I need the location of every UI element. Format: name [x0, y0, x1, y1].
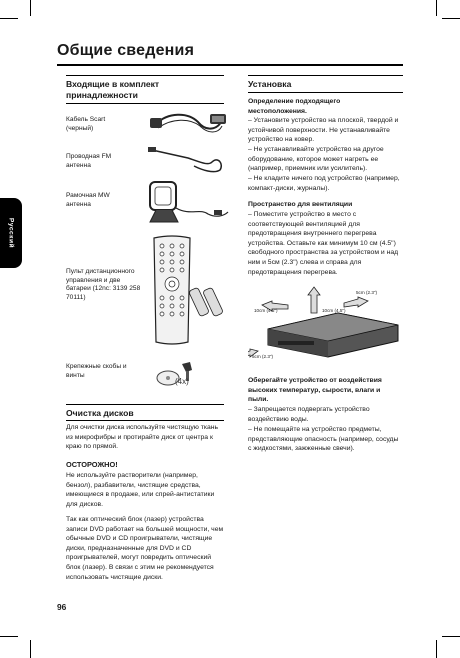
- ventilation-title: Пространство для вентиляции: [248, 201, 353, 208]
- clearance-left-label: 10cm (4.5"): [254, 308, 278, 313]
- item-fm-label: Проводная FM антенна: [66, 153, 112, 169]
- ventilation-text: – Поместите устройство в место с соответствующей вентиляцией для предотвращения внутреннего перегрева устройства. Оставьте как минимум 10 см (4.5") свободного пространства за устройством и над ним и 5см (2.3") слева и справа для предотвращения перегрева.: [248, 211, 399, 276]
- crop-mark: [442, 636, 460, 637]
- ventilation-drawing: [248, 283, 403, 365]
- protect-bullet-1: – Запрещается подвергать устройство воздействию воды.: [248, 406, 370, 423]
- laser-warning-text: Так как оптический блок (лазер) устройства записи DVD работает на большей мощности, чем обычные DVD и CD проигрыватели, чистящие диски, предназначенные для DVD и CD проигрывателей, могут повредить оптический блок (лазер). В связи с этим не рекомендуется использовать чистящие диски.: [66, 516, 224, 581]
- crop-mark: [0, 636, 18, 637]
- section-rule: [66, 75, 224, 76]
- crop-mark: [442, 18, 460, 19]
- ventilation-diagram: [248, 283, 403, 365]
- protect-bullet-2: – Не помещайте на устройство предметы, представляющие опасность (например, сосуды с жидкостями, зажженные свечи).: [248, 426, 399, 453]
- page-number: 96: [57, 602, 67, 612]
- clearance-center-label: 10cm (4.5"): [322, 308, 346, 313]
- contents-heading: Входящие в комплект принадлежности: [66, 79, 160, 100]
- section-rule: [248, 75, 403, 76]
- crop-mark: [0, 18, 18, 19]
- crop-mark: [436, 640, 437, 658]
- crop-mark: [30, 640, 31, 658]
- crop-mark: [30, 0, 31, 16]
- scart-cable-illustration: [148, 106, 228, 142]
- clearance-top-right-label: 5cm (2.3"): [356, 290, 378, 295]
- section-rule: [66, 404, 224, 405]
- mw-antenna-illustration: [144, 178, 230, 226]
- language-tab-label: Русский: [7, 217, 15, 249]
- crop-mark: [436, 0, 437, 16]
- installation-heading: Установка: [248, 79, 292, 89]
- cleaning-heading: Очистка дисков: [66, 408, 134, 418]
- protect-title: Оберегайте устройство от воздействия высоких температур, сырости, влаги и пыли.: [248, 377, 382, 404]
- placement-title: Определение подходящего местоположения.: [248, 98, 341, 115]
- item-brackets-label: Крепежные скобы и винты: [66, 363, 127, 379]
- remote-control-illustration: [150, 234, 230, 348]
- placement-bullet-1: – Установите устройство на плоской, твердой и устойчивой поверхности. Не устанавливайте устройство на ковер.: [248, 117, 399, 144]
- placement-bullet-2: – Не устанавливайте устройство на другое оборудование, которое может нагреть ее (например, приемник или усилитель).: [248, 146, 384, 173]
- fm-antenna-illustration: [148, 144, 228, 176]
- title-rule: [57, 64, 403, 66]
- language-tab: [0, 198, 22, 268]
- cleaning-intro: Для очистки диска используйте чистящую ткань из микрофибры и протирайте диск от центра к краю по прямой.: [66, 424, 219, 451]
- page-title: Общие сведения: [57, 42, 195, 59]
- section-rule: [66, 103, 224, 104]
- section-rule: [66, 420, 224, 421]
- item-mw-label: Рамочная MW антенна: [66, 192, 110, 208]
- item-scart-label: Кабель Scart (черный): [66, 116, 106, 132]
- placement-bullet-3: – Не кладите ничего под устройство (например, компакт-диски, журналы).: [248, 175, 400, 192]
- section-rule: [248, 92, 403, 93]
- warning-title: ОСТОРОЖНО!: [66, 460, 118, 469]
- brackets-quantity-badge: (4x): [175, 377, 189, 386]
- warning-text: Не используйте растворители (например, бензол), разбавители, чистящие средства, имеющиеся в продаже, или спрей-антистатики для дисков.: [66, 472, 215, 508]
- item-remote-label: Пульт дистанционного управления и две батареи (12nc: 3139 258 70111): [66, 268, 141, 301]
- clearance-bottom-left-label: 5cm (2.3"): [252, 354, 274, 359]
